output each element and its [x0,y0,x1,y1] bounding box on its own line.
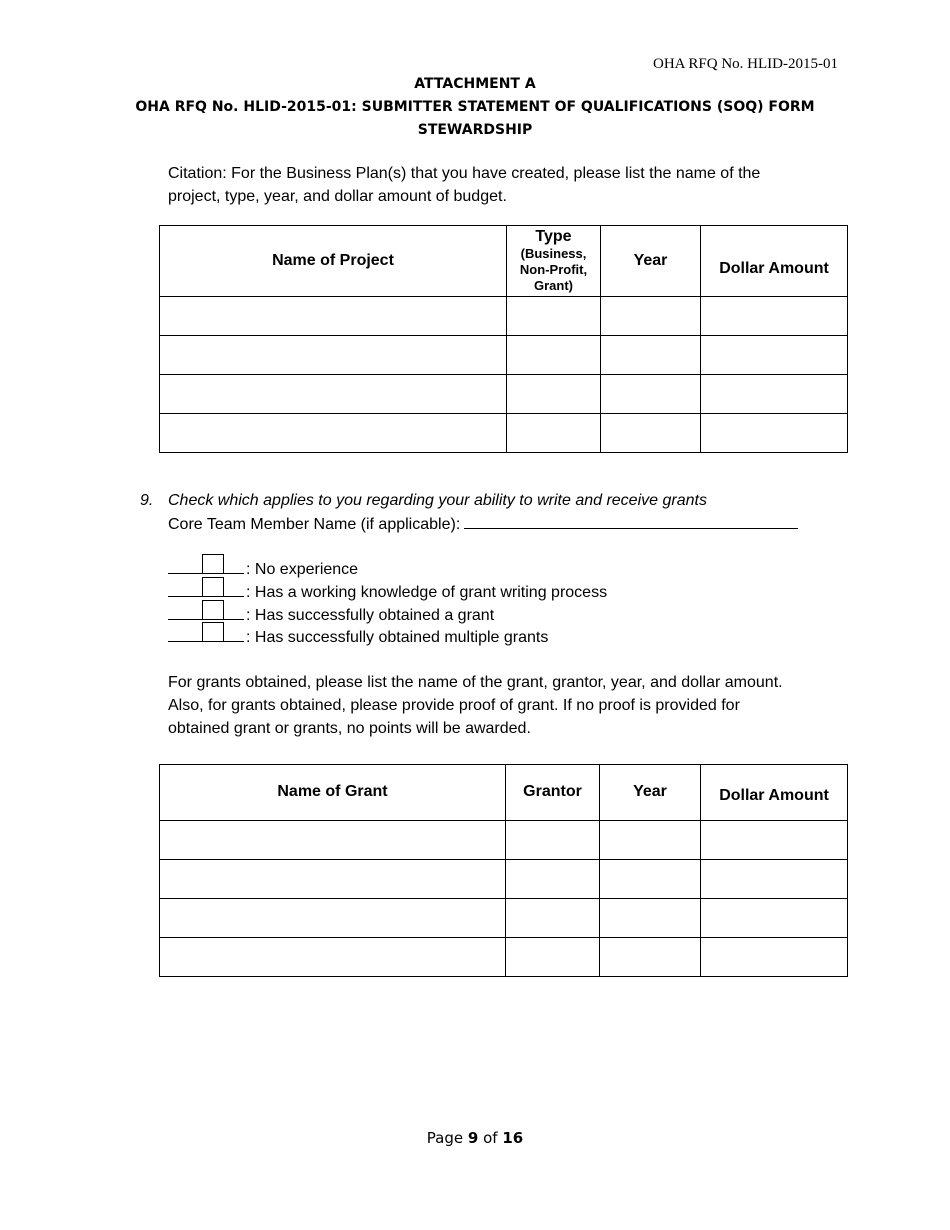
option-blank [168,625,244,642]
table-row [160,297,848,336]
rfq-reference: OHA RFQ No. HLID-2015-01 [653,56,838,72]
dollar-amount-cell[interactable] [701,297,848,336]
page-word: Page [426,1129,464,1147]
option-label: : Has a working knowledge of grant writing process [246,584,608,601]
name-of-project-cell[interactable] [160,336,507,375]
name-of-grant-cell[interactable] [160,860,506,899]
page-footer [0,1129,950,1147]
name-of-project-cell[interactable] [160,297,507,336]
year-cell[interactable] [600,938,701,977]
type-sub-2: Non-Profit, [519,262,588,277]
dollar-amount-cell[interactable] [701,414,848,453]
name-of-grant-cell[interactable] [160,899,506,938]
attachment-heading: ATTACHMENT A [414,76,536,92]
name-of-grant-cell[interactable] [160,821,506,860]
business-plan-table [159,225,848,453]
section-title: STEWARDSHIP [417,122,533,138]
citation-line-2: project, type, year, and dollar amount of budget. [168,188,507,205]
type-cell[interactable] [507,297,601,336]
grants-note-line-1: For grants obtained, please list the name of the grant, grantor, year, and dollar amount. [168,674,783,691]
type-cell[interactable] [507,375,601,414]
grant-table [159,764,848,977]
year-cell[interactable] [600,860,701,899]
table-row [160,336,848,375]
table-row [160,860,848,899]
question-9-text: Check which applies to you regarding your ability to write and receive grants [168,492,707,509]
dollar-amount-cell[interactable] [701,899,848,938]
core-team-member-row [168,512,798,536]
grants-note [168,671,783,740]
grantor-cell[interactable] [506,821,600,860]
table-row [160,414,848,453]
type-sub-1: (Business, [520,246,587,261]
year-cell[interactable] [601,297,701,336]
name-of-project-cell[interactable] [160,375,507,414]
table-row [160,375,848,414]
core-team-member-field[interactable] [464,512,798,529]
option-working-knowledge [168,580,607,602]
year-cell[interactable] [600,899,701,938]
citation-text [168,162,760,208]
col-type [507,226,601,297]
dollar-amount-cell[interactable] [701,821,848,860]
option-label: : Has successfully obtained multiple grants [246,629,549,646]
name-of-project-cell[interactable] [160,414,507,453]
table-row [160,938,848,977]
col-name-of-grant: Name of Grant [160,765,506,821]
option-obtained-multiple-grants [168,625,548,647]
working-knowledge-checkbox[interactable] [202,577,224,597]
table-row [160,899,848,938]
dollar-amount-cell[interactable] [701,375,848,414]
of-word: of [483,1129,498,1147]
option-blank [168,580,244,597]
obtained-grant-checkbox[interactable] [202,600,224,620]
option-label: : Has successfully obtained a grant [246,607,495,624]
dollar-amount-cell[interactable] [701,336,848,375]
type-cell[interactable] [507,414,601,453]
col-year: Year [600,765,701,821]
grantor-cell[interactable] [506,899,600,938]
business-plan-header-row [160,226,848,297]
citation-line-1: Citation: For the Business Plan(s) that you have created, please list the name of the [168,165,761,182]
dollar-amount-cell[interactable] [701,860,848,899]
page-total: 16 [502,1129,524,1147]
table-row [160,821,848,860]
col-dollar-amount: Dollar Amount [701,226,848,297]
dollar-amount-cell[interactable] [701,938,848,977]
obtained-multiple-grants-checkbox[interactable] [202,622,224,642]
year-cell[interactable] [601,375,701,414]
option-no-experience [168,557,358,579]
type-label: Type [535,228,572,245]
core-team-member-label: Core Team Member Name (if applicable): [168,516,461,533]
form-title: OHA RFQ No. HLID-2015-01: SUBMITTER STATEMENT OF QUALIFICATIONS (SOQ) FORM [135,99,815,115]
page-current: 9 [467,1129,479,1147]
type-cell[interactable] [507,336,601,375]
no-experience-checkbox[interactable] [202,554,224,574]
year-cell[interactable] [601,336,701,375]
grants-note-line-3: obtained grant or grants, no points will be awarded. [168,720,531,737]
option-label: : No experience [246,561,359,578]
grants-note-line-2: Also, for grants obtained, please provide proof of grant. If no proof is provided for [168,697,740,714]
name-of-grant-cell[interactable] [160,938,506,977]
grant-header-row [160,765,848,821]
year-cell[interactable] [601,414,701,453]
year-cell[interactable] [600,821,701,860]
type-sub-3: Grant) [534,278,573,293]
grantor-cell[interactable] [506,860,600,899]
col-name-of-project: Name of Project [160,226,507,297]
col-year: Year [601,226,701,297]
col-dollar-amount: Dollar Amount [701,765,848,821]
option-blank [168,603,244,620]
question-9-number: 9. [140,492,154,509]
option-blank [168,557,244,574]
col-grantor: Grantor [506,765,600,821]
grantor-cell[interactable] [506,938,600,977]
